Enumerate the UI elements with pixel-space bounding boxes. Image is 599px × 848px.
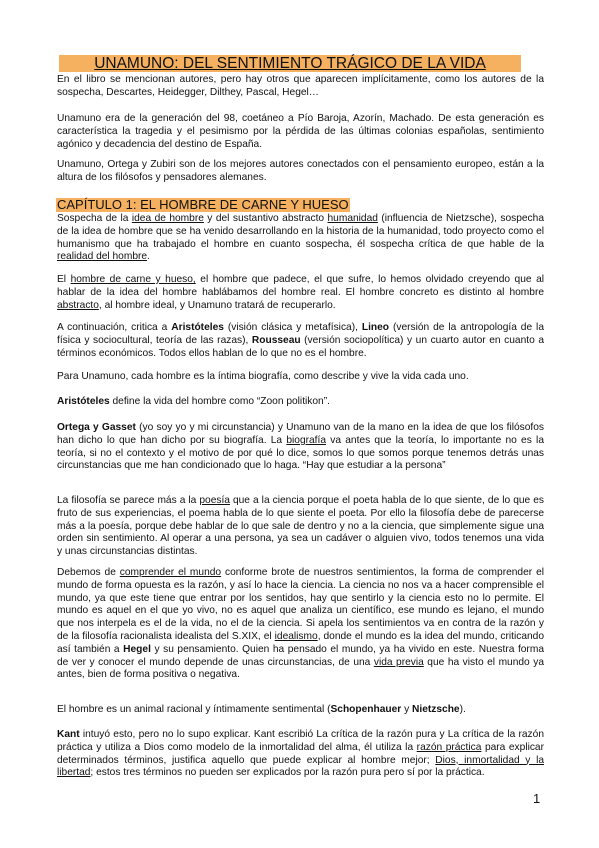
paragraph-biografia: Para Unamuno, cada hombre es la íntima biografía, como describe y vive la vida cada uno.	[57, 371, 469, 382]
paragraph-zoon-politikon: Aristóteles define la vida del hombre como “Zoon politikon”.	[57, 396, 330, 407]
document-title: UNAMUNO: DEL SENTIMIENTO TRÁGICO DE LA VIDA	[59, 55, 521, 72]
paragraph-animal-racional: El hombre es un animal racional y íntimamente sentimental (Schopenhauer y Nietzsche).	[57, 704, 466, 715]
page-number: 1	[533, 791, 541, 806]
intro-paragraph-2: Unamuno era de la generación del 98, coetáneo a Pío Baroja, Azorín, Machado. De esta generación es característica la tragedia y el pesimismo por la pérdida de las últimas colonias españolas, sentimiento agónico y decadencia del destino de España.	[57, 113, 544, 150]
paragraph-ortega: Ortega y Gasset (yo soy yo y mi circunstancia) y Unamuno van de la mano en la idea de que los filósofos han dicho lo que han dicho por su biografía. La biografía va antes que la teoría, lo importante no es la teoría, si no el contexto y el motivo de por qué lo dice, somos lo que somos porque tenemos detrás unas circunstancias que me han condicionado que lo haga. “Hay que estudiar a la persona”	[57, 422, 544, 472]
paragraph-comprender-mundo: Debemos de comprender el mundo conforme brote de nuestros sentimientos, la forma de comprender el mundo de forma opuesta es la razón, y así lo hace la ciencia. La ciencia no nos va a hacer comprensible el mundo, ya que este tiene que entrar por los sentidos, hay que sentirlo y la ciencia esto no lo permite. El mundo es aquel en el que yo vivo, no es aquel que analiza un científico, ese mundo es lejano, el mundo que nos interpela es el de la vida, no el de la ciencia. Si apela los sentimientos va en contra de la razón y de la filosofía racionalista idealista del S.XIX, el idealismo, donde el mundo es la idea del mundo, criticando así también a Hegel y su pensamiento. Quien ha pensado el mundo, ya ha vivido en este. Nuestra forma de ver y conocer el mundo depende de unas circunstancias, de una vida previa que ha visto el mundo ya antes, bien de forma positiva o negativa.	[57, 567, 545, 681]
paragraph-critica-autores: A continuación, critica a Aristóteles (visión clásica y metafísica), Lineo (versión de la antropología de la física y sociocultural, teoría de las razas), Rousseau (versión sociopolítica) y un cuarto autor en cuanto a términos económicos. Todos ellos hablan de lo que no es el hombre.	[57, 322, 544, 359]
paragraph-carne-y-hueso: El hombre de carne y hueso, el hombre que padece, el que sufre, lo hemos olvidado creyendo que al hablar de la idea del hombre hablábamos del hombre real. El hombre concreto es distinto al hombre abstracto, al hombre ideal, y Unamuno tratará de recuperarlo.	[57, 274, 545, 311]
intro-paragraph-1: En el libro se mencionan autores, pero hay otros que aparecen implícitamente, como los autores de la sospecha, Descartes, Heidegger, Dilthey, Pascal, Hegel…	[57, 74, 544, 98]
paragraph-idea-de-hombre: Sospecha de la idea de hombre y del sustantivo abstracto humanidad (influencia de Nietzsche), sospecha de la idea de hombre que se ha venido desarrollando en la historia de la humanidad, todo proyecto como el humanismo que ha trabajado el hombre en cuanto sospecha, él sospecha crítica de que hable de la realidad del hombre.	[57, 213, 544, 263]
paragraph-poesia: La filosofía se parece más a la poesía que a la ciencia porque el poeta habla de lo que siente, de lo que es fruto de sus experiencias, el poema habla de lo que siente el poeta. Por ello la filosofía debe de parecerse más a la poesía, porque debe hablar de lo que sale de dentro y no a la ciencia, que simplemente sigue una orden sin sentimiento. Al operar a una persona, ya sea un cadáver o alguien vivo, todos tenemos una vida y unas circunstancias distintas.	[57, 495, 544, 558]
intro-paragraph-3: Unamuno, Ortega y Zubiri son de los mejores autores conectados con el pensamiento europeo, están a la altura de los filósofos y pensadores alemanes.	[57, 159, 544, 183]
paragraph-kant: Kant intuyó esto, pero no lo supo explicar. Kant escribió La crítica de la razón pura y La crítica de la razón práctica y utiliza a Dios como modelo de la inmortalidad del alma, él utiliza la razón práctica para explicar determinados términos, justifica aquello que puede explicar al hombre mejor; Dios, inmortalidad y la libertad; estos tres términos no pueden ser explicados por la razón pura pero sí por la práctica.	[57, 729, 544, 779]
chapter-heading: CAPÍTULO 1: EL HOMBRE DE CARNE Y HUESO	[57, 197, 349, 212]
